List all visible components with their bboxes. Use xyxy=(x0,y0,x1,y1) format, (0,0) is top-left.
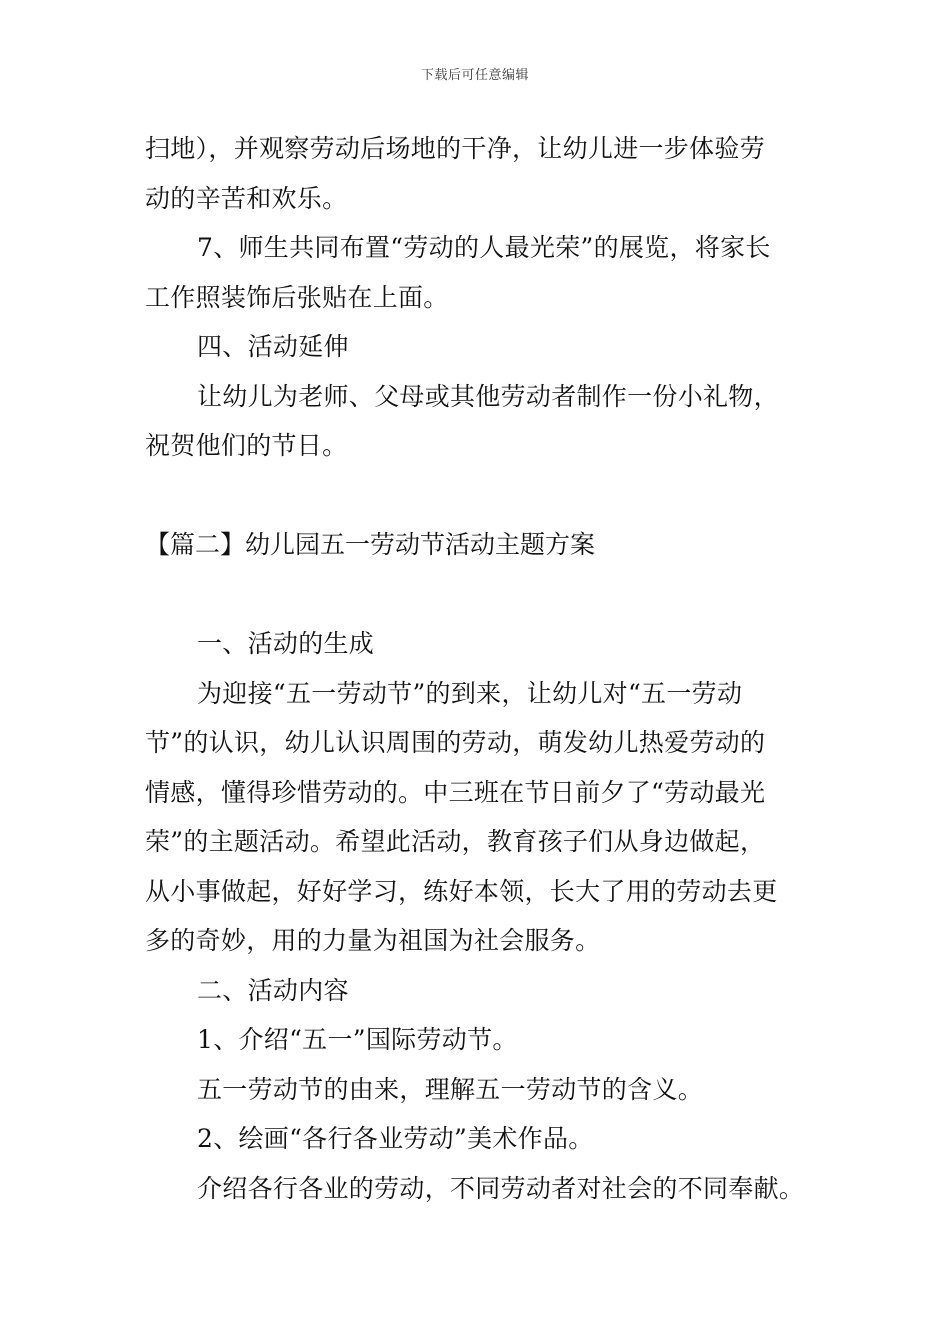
body-line: 五一劳动节的由来，理解五一劳动节的含义。 xyxy=(197,1074,704,1104)
body-line: 情感，懂得珍惜劳动的。中三班在节日前夕了“劳动最光 xyxy=(145,777,766,807)
page-header: 下载后可任意编辑 xyxy=(420,68,529,83)
body-line: 让幼儿为老师、父母或其他劳动者制作一份小礼物， xyxy=(197,381,779,411)
body-line: 动的辛苦和欢乐。 xyxy=(145,183,348,213)
spacer xyxy=(145,471,810,521)
body-line: 7、师生共同布置“劳动的人最光荣”的展览，将家长 xyxy=(197,233,771,262)
spacer xyxy=(145,570,810,620)
body-line: 祝贺他们的节日。 xyxy=(145,431,348,460)
body-line: 2、绘画“各行各业劳动”美术作品。 xyxy=(197,1124,594,1153)
section-heading: 四、活动延伸 xyxy=(197,332,349,361)
body-line: 多的奇妙，用的力量为祖国为社会服务。 xyxy=(145,926,601,955)
body-line: 为迎接“五一劳动节”的到来，让幼儿对“五一劳动 xyxy=(197,678,743,708)
body-line: 工作照装饰后张贴在上面。 xyxy=(145,282,449,312)
body-line: 荣”的主题活动。希望此活动，教育孩子们从身边做起， xyxy=(145,827,766,856)
body-line: 扫地），并观察劳动后场地的干净，让幼儿进一步体验劳 xyxy=(145,134,766,163)
body-line: 从小事做起，好好学习，练好本领，长大了用的劳动去更 xyxy=(145,876,778,906)
section-heading: 二、活动内容 xyxy=(197,975,349,1005)
section-heading: 一、活动的生成 xyxy=(197,629,375,658)
article-title: 【篇二】幼儿园五一劳动节活动主题方案 xyxy=(145,530,596,559)
body-line: 1、介绍“五一”国际劳动节。 xyxy=(197,1025,518,1054)
body-line: 节”的认识，幼儿认识周围的劳动，萌发幼儿热爱劳动的 xyxy=(145,728,766,757)
body-line: 介绍各行各业的劳动，不同劳动者对社会的不同奉献。 xyxy=(197,1173,805,1203)
document-body xyxy=(145,124,810,1213)
